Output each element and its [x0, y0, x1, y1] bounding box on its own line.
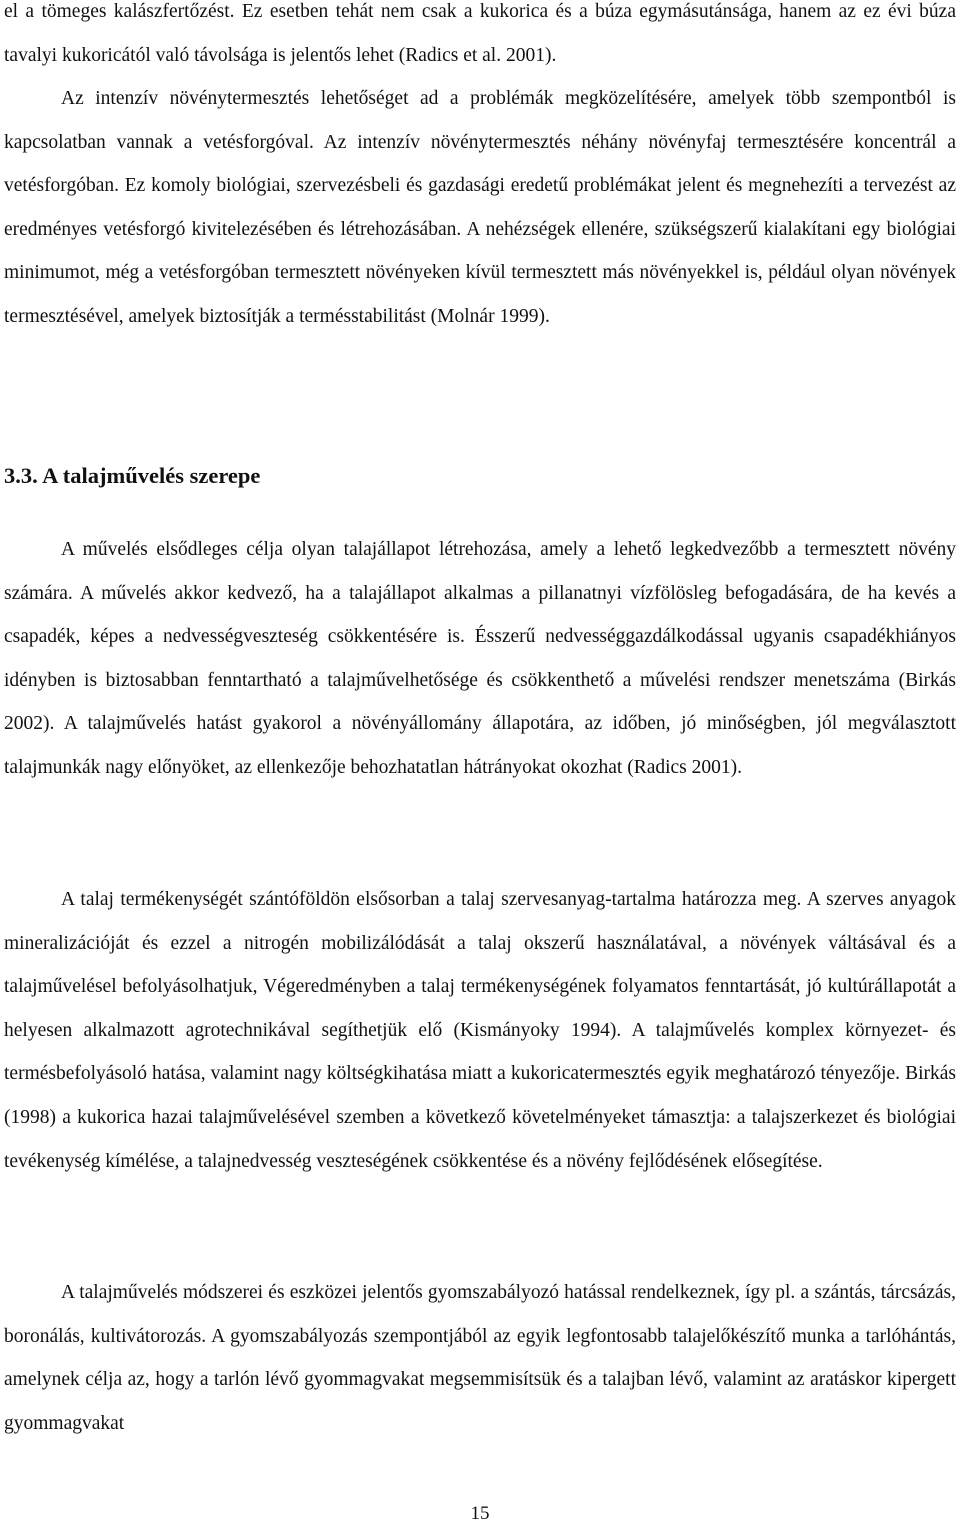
section-number: 3.3. [4, 463, 38, 488]
paragraph-weed-control: A talajművelés módszerei és eszközei jelentős gyomszabályozó hatással rendelkeznek, így pl. a szántás, tárcsázás, boronálás, kultivátorozás. A gyomszabályozás szempontjából az egyik legfontosabb talajelőkészítő munka a tarlóhántás, amelynek célja az, hogy a tarlón lévő gyommagvakat megsemmisítsük és a talajban lévő, valamint az aratáskor kipergett gyommagvakat [4, 1282, 956, 1434]
paragraph-continuation: el a tömeges kalászfertőzést. Ez esetben tehát nem csak a kukorica és a búza egymásutánsága, hanem az ez évi búza tavalyi kukoricától való távolsága is jelentős lehet (Radics et al. 2001). [4, 1, 956, 66]
paragraph-soil-fertility: A talaj termékenységét szántóföldön elsősorban a talaj szervesanyag-tartalma határozza meg. A szerves anyagok mineralizációját és ezzel a nitrogén mobilizálódását a talaj okszerű használatával, a növények váltásával és a talajművelésel befolyásolhatjuk, Végeredményben a talaj termékenységének folyamatos fenntartását, jó kultúrállapotát a helyesen alkalmazott agrotechnikával segíthetjük elő (Kismányoky 1994). A talajművelés komplex környezet- és termésbefolyásoló hatása, valamint nagy költségkihatása miatt a kukoricatermesztés egyik meghatározó tényezője. Birkás (1998) a kukorica hazai talajművelésével szemben a következő követelményeket támasztja: a talajszerkezet és biológiai tevékenység kímélése, a talajnedvesség veszteségének csökkentése és a növény fejlődésének elősegítése. [4, 889, 956, 1172]
section-title: A talajművelés szerepe [42, 463, 261, 488]
page-number: 15 [470, 1503, 490, 1524]
section-heading [4, 456, 260, 496]
paragraph-intensive-farming: Az intenzív növénytermesztés lehetőséget ad a problémák megközelítésére, amelyek több szempontból is kapcsolatban vannak a vetésforgóval. Az intenzív növénytermesztés néhány növényfaj termesztésére koncentrál a vetésforgóban. Ez komoly biológiai, szervezésbeli és gazdasági eredetű problémákat jelent és megnehezíti a tervezést az eredményes vetésforgó kivitelezésében és létrehozásában. A nehézségek ellenére, szükségszerű kialakítani egy biológiai minimumot, még a vetésforgóban termesztett növényeken kívül termesztett más növényekkel is, például olyan növények termesztésével, amelyek biztosítják a termésstabilitást (Molnár 1999). [4, 88, 956, 327]
paragraph-tillage-goal: A művelés elsődleges célja olyan talajállapot létrehozása, amely a lehető legkedvezőbb a termesztett növény számára. A művelés akkor kedvező, ha a talajállapot alkalmas a pillanatnyi vízfölösleg befogadására, de ha kevés a csapadék, képes a nedvességveszteség csökkentésére is. Ésszerű nedvességgazdálkodással ugyanis csapadékhiányos idényben is biztosabban fenntartható a talajművelhetősége és csökkenthető a művelési rendszer menetszáma (Birkás 2002). A talajművelés hatást gyakorol a növényállomány állapotára, az időben, jó minőségben, jól megválasztott talajmunkák nagy előnyöket, az ellenkezője behozhatatlan hátrányokat okozhat (Radics 2001). [4, 539, 956, 778]
